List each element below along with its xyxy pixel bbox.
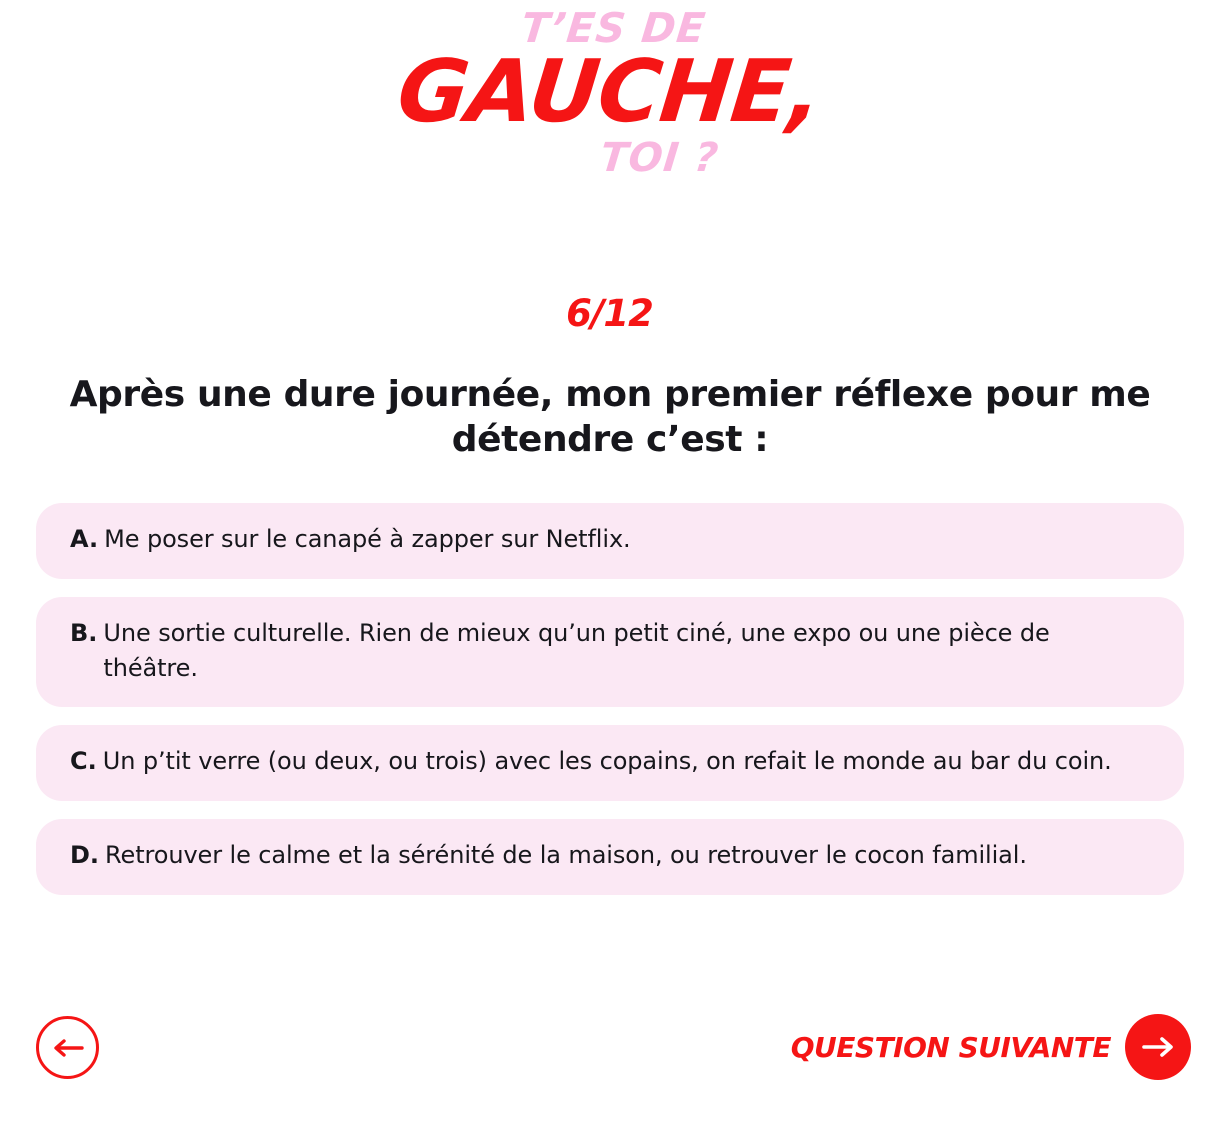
answer-text: Retrouver le calme et la sérénité de la maison, ou retrouver le cocon familial. [105, 840, 1027, 869]
next-question-button[interactable] [791, 1014, 1191, 1080]
answer-option-d[interactable] [36, 819, 1184, 895]
answer-text: Me poser sur le canapé à zapper sur Netflix. [104, 525, 631, 553]
answer-option-c[interactable] [36, 725, 1184, 801]
logo-line-2: GAUCHE, [392, 42, 827, 142]
answer-text: Une sortie culturelle. Rien de mieux qu’un petit ciné, une expo ou une pièce de théâtre. [103, 619, 1050, 682]
site-logo [0, 4, 1219, 182]
answer-text: Un p’tit verre (ou deux, ou trois) avec les copains, on refait le monde au bar du coin. [102, 746, 1112, 775]
answer-option-b[interactable] [36, 597, 1184, 707]
answer-letter: D. [70, 840, 100, 869]
next-question-circle[interactable] [1125, 1014, 1191, 1080]
next-question-label: QUESTION SUIVANTE [790, 1030, 1111, 1064]
answer-letter: C. [70, 746, 97, 775]
answer-list [36, 503, 1184, 913]
answer-letter: B. [70, 619, 98, 647]
previous-question-button[interactable] [36, 1016, 99, 1079]
question-counter: 6/12 [566, 292, 653, 335]
logo-line-1: T’ES DE [518, 4, 709, 52]
arrow-right-icon [1141, 1036, 1175, 1058]
answer-option-a[interactable] [36, 503, 1184, 579]
arrow-left-icon [52, 1038, 84, 1058]
answer-letter: A. [70, 525, 99, 553]
question-text: Après une dure journée, mon premier réflexe pour me détendre c’est : [69, 374, 1151, 460]
logo-line-3: TOI ? [597, 135, 722, 182]
